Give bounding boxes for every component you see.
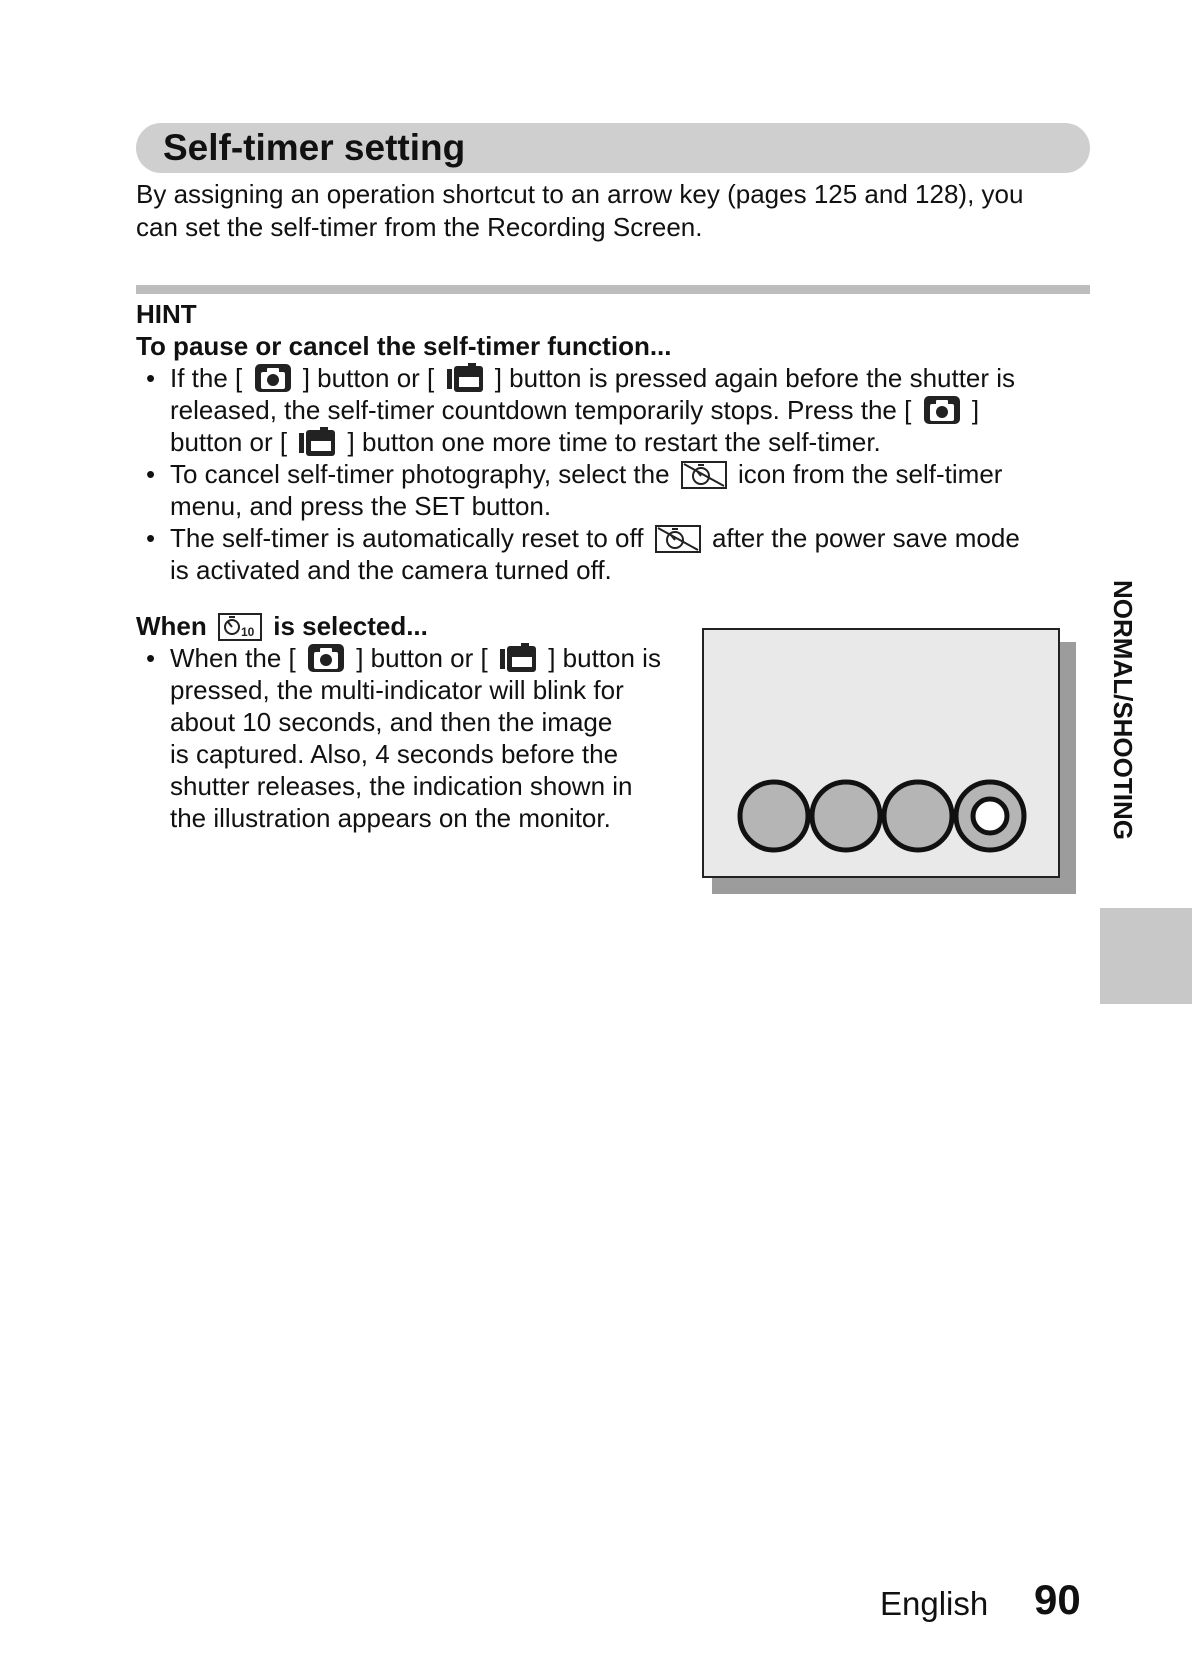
bullet-dot: • <box>146 363 156 393</box>
camera-icon <box>923 395 961 425</box>
when-line-4: is captured. Also, 4 seconds before the <box>170 739 619 769</box>
hint-bullet-1-line-2: released, the self-timer countdown temporarily stops. Press the [ ] <box>170 395 980 425</box>
intro-line: By assigning an operation shortcut to an arrow key (pages 125 and 128), you <box>136 179 1024 209</box>
when-line-5: shutter releases, the indication shown in <box>170 771 633 801</box>
indicator-inner-ring <box>973 799 1007 833</box>
intro-paragraph <box>136 178 1096 244</box>
self-timer-off-icon <box>681 461 727 489</box>
indicator-circle <box>812 782 880 850</box>
intro-line: can set the self-timer from the Recording Screen. <box>136 212 703 242</box>
indicator-circle <box>740 782 808 850</box>
hint-bullet-2-line-1: To cancel self-timer photography, select the icon from the self-timer <box>170 459 1003 489</box>
self-timer-off-icon <box>655 525 701 553</box>
indicator-circles <box>704 630 1058 876</box>
when-line-2: pressed, the multi-indicator will blink for <box>170 675 624 705</box>
side-tab-marker <box>1100 908 1192 1004</box>
hint-bullet-1-line-1: If the [ ] button or [ ] button is pressed again before the shutter is <box>170 363 1016 393</box>
when-line-1: When the [ ] button or [ ] button is <box>170 643 661 673</box>
hint-bullet-1-line-3: button or [ ] button one more time to restart the self-timer. <box>170 427 881 457</box>
hint-bullet-2-line-2: menu, and press the SET button. <box>170 491 552 521</box>
side-tab-label: NORMAL/SHOOTING <box>1108 580 1138 840</box>
footer-language: English <box>880 1585 989 1622</box>
camera-icon <box>254 363 292 393</box>
hint-bullet-3-line-1: The self-timer is automatically reset to off after the power save mode <box>170 523 1020 553</box>
bullet-dot: • <box>146 459 156 489</box>
monitor-illustration <box>702 628 1060 878</box>
self-timer-10s-number: 10 <box>241 625 255 639</box>
when-line-6: the illustration appears on the monitor. <box>170 803 611 833</box>
hint-divider <box>136 285 1090 294</box>
hint-subheading: To pause or cancel the self-timer function... <box>136 331 672 361</box>
bullet-dot: • <box>146 643 156 673</box>
when-line-3: about 10 seconds, and then the image <box>170 707 613 737</box>
when-heading: When 10 is selected... <box>136 611 428 641</box>
video-camera-icon <box>298 427 336 457</box>
indicator-circle <box>884 782 952 850</box>
side-tab <box>1090 580 1170 900</box>
bullet-dot: • <box>146 523 156 553</box>
video-camera-icon <box>446 363 484 393</box>
section-title: Self-timer setting <box>163 127 466 168</box>
hint-bullet-3-line-2: is activated and the camera turned off. <box>170 555 612 585</box>
page-number: 90 <box>1034 1576 1081 1623</box>
hint-label: HINT <box>136 299 197 329</box>
video-camera-icon <box>499 643 537 673</box>
self-timer-10s-icon <box>218 613 262 641</box>
camera-icon <box>307 643 345 673</box>
